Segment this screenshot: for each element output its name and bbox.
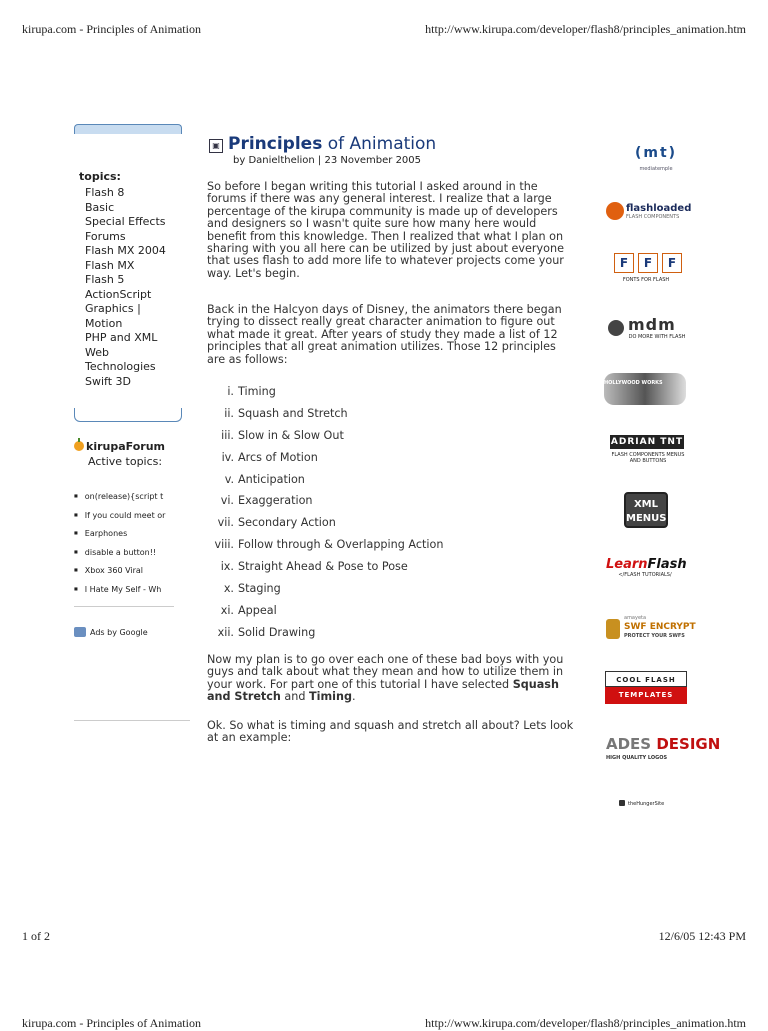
fff-letter[interactable]: F	[662, 253, 682, 273]
topics-list	[85, 186, 181, 389]
next-page-url: http://www.kirupa.com/developer/flash8/principles_animation.htm	[425, 1016, 746, 1030]
article-title	[228, 134, 436, 154]
list-number: iii.	[221, 428, 234, 442]
next-page-title: kirupa.com - Principles of Animation	[22, 1016, 201, 1030]
list-text: Straight Ahead & Pose to Pose	[238, 560, 408, 574]
list-item	[207, 450, 537, 472]
list-item	[207, 515, 537, 537]
plan-paragraph	[207, 654, 577, 704]
hungersite-icon	[619, 800, 625, 806]
forum-topic-link[interactable]: ■ I Hate My Self - Wh	[74, 580, 174, 599]
swf-encrypt-logo[interactable]: SWF ENCRYPT	[624, 622, 696, 632]
mediatemple-logo[interactable]: (mt)	[634, 145, 678, 161]
xml-line2: MENUS	[626, 513, 667, 524]
plan-text: Now my plan is to go over each one of these bad boys with you guys and talk about what they mean and how to utilize them in your work. For part one of this tutorial I have selected	[207, 653, 564, 691]
list-item	[207, 428, 537, 450]
ades-word: ADES	[606, 735, 652, 753]
orange-icon	[74, 441, 84, 451]
flash-word: Flash	[647, 557, 687, 572]
sidebar-item-actionscript[interactable]: ActionScript	[85, 287, 152, 301]
list-number: ii.	[224, 406, 234, 420]
intro-paragraph: So before I began writing this tutorial I asked around in the forums if there was any general interest. I realize that a large percentage of the kirupa community is made up of developers and designers so I wasn't quite sure how many here would benefit from this knowledge. Then I realized that what I plan on sharing with you all here can be utilized by just about everyone that uses flash to add more life to whatever projects come your way. Let's begin.	[207, 180, 564, 280]
list-item	[207, 581, 537, 603]
ads-label: Ads by Google	[90, 628, 148, 637]
title-bold: Principles	[228, 134, 323, 154]
principles-list	[207, 384, 537, 647]
list-text: Appeal	[238, 603, 277, 617]
forum-title: kirupaForum	[86, 440, 165, 453]
plan-end: .	[351, 690, 356, 704]
list-text: Timing	[238, 385, 276, 398]
adrian-tnt-logo[interactable]: ADRIAN TNT	[610, 437, 684, 447]
learnflash-logo[interactable]	[606, 557, 687, 572]
mdm-logo[interactable]: mdm	[628, 315, 676, 334]
mediatemple-caption: mediatemple	[639, 166, 673, 172]
ads-by-google-link[interactable]	[74, 627, 148, 637]
list-item	[207, 559, 537, 581]
templates-banner[interactable]: TEMPLATES	[605, 687, 687, 704]
forum-topic-link[interactable]: ■ Earphones	[74, 524, 174, 543]
list-text: Solid Drawing	[238, 625, 316, 639]
fff-caption: FONTS FOR FLASH	[622, 277, 670, 283]
flashloaded-name: flashloaded	[626, 203, 692, 214]
list-item	[207, 384, 537, 406]
mdm-caption: DO MORE WITH FLASH	[628, 334, 686, 340]
print-timestamp: 12/6/05 12:43 PM	[658, 929, 746, 943]
list-number: xi.	[220, 603, 234, 617]
sidebar-item-flash-mx[interactable]: Flash MX	[85, 258, 135, 272]
fff-letter[interactable]: F	[614, 253, 634, 273]
topics-heading: topics:	[79, 170, 121, 183]
list-item	[207, 406, 537, 428]
title-rest: of Animation	[322, 134, 437, 154]
page-url-header[interactable]: http://www.kirupa.com/developer/flash8/principles_animation.htm	[425, 22, 746, 36]
ads-icon	[74, 627, 86, 637]
plan-bold-squash: Squash and Stretch	[207, 677, 559, 704]
xml-line1: XML	[633, 499, 659, 510]
ades-design-logo[interactable]	[606, 735, 720, 753]
list-number: iv.	[221, 450, 234, 464]
plan-and: and	[280, 690, 310, 704]
adrian-tnt-caption: FLASH COMPONENTS MENUS AND BUTTONS	[611, 452, 685, 464]
lock-icon	[606, 619, 620, 639]
list-number: vii.	[217, 516, 234, 530]
swf-encrypt-caption: PROTECT YOUR SWFS	[624, 633, 685, 639]
list-number: viii.	[214, 538, 234, 552]
list-text: Anticipation	[238, 472, 305, 486]
sidebar-item-php-xml[interactable]: PHP and XML	[85, 331, 158, 344]
list-item	[207, 472, 537, 494]
sidebar-item-flash5[interactable]: Flash 5	[85, 273, 125, 286]
plan-bold-timing: Timing	[309, 690, 352, 704]
sidebar-divider	[74, 606, 174, 607]
fff-letter[interactable]: F	[638, 253, 658, 273]
list-text: Exaggeration	[238, 494, 313, 508]
list-text: Follow through & Overlapping Action	[238, 538, 444, 552]
sidebar-divider	[74, 720, 190, 721]
list-number: xii.	[217, 625, 234, 639]
list-text: Squash and Stretch	[238, 406, 348, 420]
list-number: ix.	[220, 560, 234, 574]
hollywood-works-banner[interactable]	[604, 373, 686, 405]
list-item	[207, 493, 537, 515]
sidebar-panel-top	[74, 124, 182, 134]
closing-paragraph: Ok. So what is timing and squash and stretch all about? Lets look at an example:	[207, 719, 574, 745]
sidebar-item-swift3d[interactable]: Swift 3D	[85, 374, 131, 388]
sidebar-item-flash8[interactable]: Flash 8	[85, 186, 125, 199]
forum-topic-link[interactable]: ■ on(release){script t	[74, 487, 174, 506]
page-counter: 1 of 2	[22, 929, 50, 943]
sidebar-item-basic[interactable]: Basic	[85, 200, 115, 214]
list-text: Staging	[238, 582, 281, 596]
forum-topic-list	[74, 487, 174, 598]
forum-topic-link[interactable]: ■ Xbox 360 Viral	[74, 561, 174, 580]
list-text: Arcs of Motion	[238, 450, 318, 464]
sidebar-panel-bottom	[74, 408, 182, 422]
swf-encrypt-brand: amayeta	[624, 615, 647, 621]
design-word: DESIGN	[651, 735, 721, 753]
flashloaded-logo[interactable]	[626, 203, 691, 220]
history-paragraph: Back in the Halcyon days of Disney, the animators there began trying to dissect really great character animation to figure out what made it great. After years of study they made a list of 12 principles that all great animation utilizes. Those 12 principles are as follows:	[207, 303, 562, 366]
active-topics-label: Active topics:	[88, 455, 163, 468]
list-number: i.	[227, 385, 234, 398]
cool-flash-logo[interactable]: COOL FLASH	[605, 671, 687, 687]
mdm-icon	[608, 320, 624, 336]
flashloaded-caption: FLASH COMPONENTS	[626, 214, 680, 220]
list-number: v.	[224, 472, 234, 486]
hollywood-works-label: HOLLYWOOD WORKS	[604, 380, 663, 386]
learnflash-caption: </FLASH TUTORIALS/	[618, 572, 672, 578]
forum-topic-link[interactable]: ■ If you could meet or	[74, 506, 174, 525]
hungersite-logo[interactable]: theHungerSite	[628, 801, 665, 807]
sidebar-item-graphics-motion[interactable]: Graphics | Motion	[85, 302, 141, 330]
list-item	[207, 537, 537, 559]
sidebar-item-flash-mx-2004[interactable]: Flash MX 2004	[85, 244, 166, 257]
ades-design-caption: HIGH QUALITY LOGOS	[606, 755, 668, 761]
sidebar-item-special-effects[interactable]: Special Effects	[85, 215, 166, 228]
list-item	[207, 625, 537, 647]
byline: by Danielthelion | 23 November 2005	[233, 155, 422, 166]
sidebar-item-web-technologies[interactable]: Web Technologies	[85, 345, 156, 373]
kirupaforum-heading[interactable]	[74, 440, 165, 453]
page-icon: ▣	[209, 139, 223, 153]
list-text: Slow in & Slow Out	[238, 428, 344, 442]
list-text: Secondary Action	[238, 516, 336, 530]
list-item	[207, 603, 537, 625]
forum-topic-link[interactable]: ■ disable a button!!	[74, 543, 174, 562]
flashloaded-icon	[606, 202, 624, 220]
page-title-header: kirupa.com - Principles of Animation	[22, 22, 201, 36]
list-number: x.	[223, 582, 234, 596]
sidebar-item-forums[interactable]: Forums	[85, 229, 126, 243]
learn-word: Learn	[606, 557, 648, 572]
list-number: vi.	[220, 494, 234, 508]
xml-menus-logo[interactable]	[624, 492, 668, 528]
